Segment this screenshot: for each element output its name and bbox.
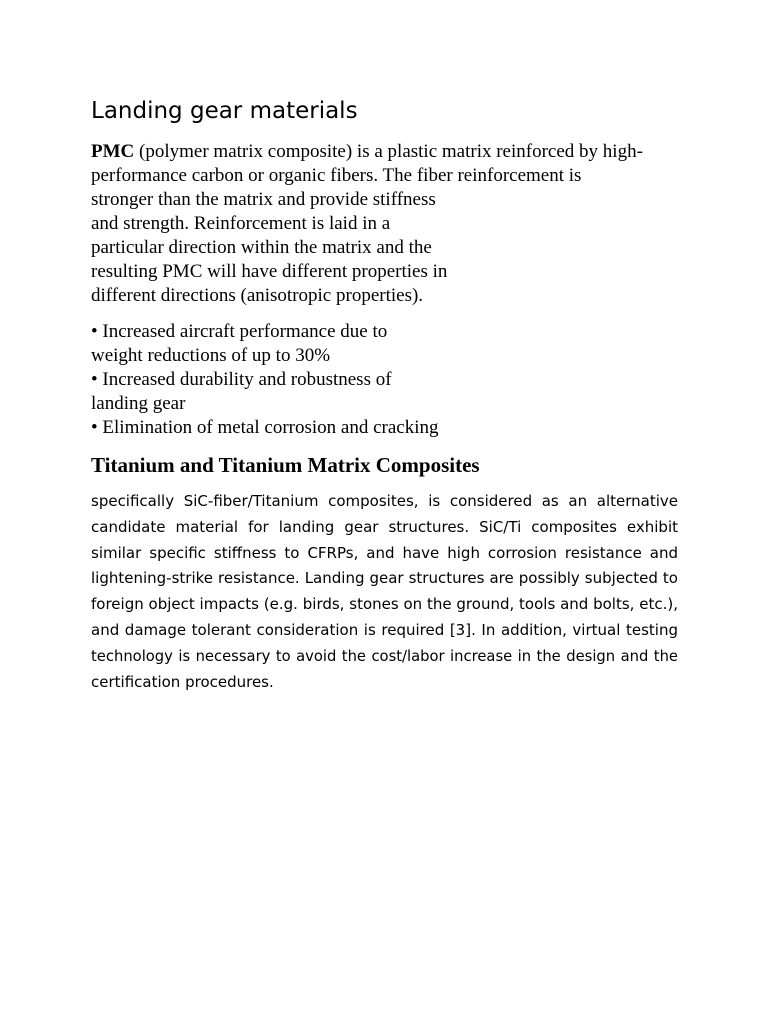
pmc-paragraph [91,140,691,308]
titanium-paragraph-line: and damage tolerant consideration is required [3]. In addition, virtual testing [91,620,678,639]
titanium-paragraph-line: certification procedures. [91,672,274,691]
titanium-paragraph-line: technology is necessary to avoid the cost/labor increase in the design and the [91,647,678,665]
titanium-paragraph-line: foreign object impacts (e.g. birds, stones on the ground, tools and bolts, etc.), [91,595,678,614]
pmc-paragraph-line: resulting PMC will have different properties in [91,261,448,282]
bullet-line: • Elimination of metal corrosion and cracking [91,417,439,438]
bullet-line: • Increased aircraft performance due to [91,321,388,342]
bullet-line: weight reductions of up to 30% [91,345,331,366]
pmc-paragraph-line: particular direction within the matrix and the [91,237,432,258]
pmc-paragraph-line: stronger than the matrix and provide stiffness [91,189,436,210]
titanium-paragraph [91,489,678,695]
bullet-line: • Increased durability and robustness of [91,369,392,390]
titanium-paragraph-line: similar specific stiffness to CFRPs, and have high corrosion resistance and [91,543,678,562]
benefits-bullet-list [91,320,439,440]
titanium-section-heading: Titanium and Titanium Matrix Composites [91,453,480,477]
pmc-paragraph-line: different directions (anisotropic properties). [91,285,424,306]
pmc-paragraph-line: and strength. Reinforcement is laid in a [91,213,391,234]
titanium-paragraph-line: specifically SiC-fiber/Titanium composites, is considered as an alternative [91,492,678,510]
pmc-paragraph-line: performance carbon or organic fibers. The fiber reinforcement is [91,165,582,186]
page-title: Landing gear materials [91,98,358,124]
pmc-first-line-text: (polymer matrix composite) is a plastic matrix reinforced by high- [134,141,643,162]
pmc-paragraph-line [91,140,691,164]
pmc-term: PMC [91,141,135,162]
bullet-line: landing gear [91,393,186,414]
titanium-paragraph-line: lightening-strike resistance. Landing gear structures are possibly subjected to [91,569,678,588]
titanium-paragraph-line: candidate material for landing gear structures. SiC/Ti composites exhibit [91,517,678,536]
